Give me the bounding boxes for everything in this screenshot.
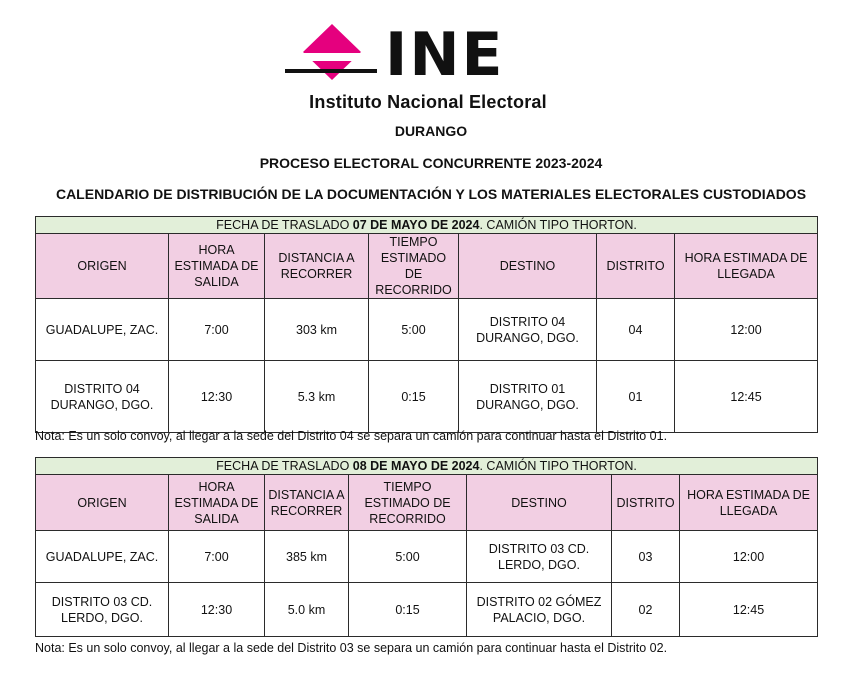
banner-suffix: . CAMIÓN TIPO THORTON. xyxy=(479,218,637,232)
cell-distrito: 04 xyxy=(597,299,675,361)
col-destino: DESTINO xyxy=(467,475,612,531)
note-1: Nota: Es un solo convoy, al llegar a la sede del Distrito 04 se separa un camión para continuar hasta el Distrito 01. xyxy=(35,429,668,443)
col-destino: DESTINO xyxy=(459,234,597,299)
ballot-box-icon xyxy=(283,20,383,82)
cell-distrito: 03 xyxy=(612,531,680,583)
schedule-table-2 xyxy=(35,457,818,637)
col-tiempo: TIEMPO ESTIMADO DE RECORRIDO xyxy=(349,475,467,531)
cell-destino: DISTRITO 01 DURANGO, DGO. xyxy=(459,361,597,433)
col-origen: ORIGEN xyxy=(36,234,169,299)
cell-hora-salida: 12:30 xyxy=(169,361,265,433)
col-distrito: DISTRITO xyxy=(597,234,675,299)
cell-destino: DISTRITO 02 GÓMEZ PALACIO, DGO. xyxy=(467,583,612,637)
table-2-header-row xyxy=(36,475,818,531)
cell-tiempo: 0:15 xyxy=(369,361,459,433)
cell-hora-llegada: 12:00 xyxy=(675,299,818,361)
col-hora-salida: HORA ESTIMADA DE SALIDA xyxy=(169,475,265,531)
banner-prefix: FECHA DE TRASLADO xyxy=(216,459,353,473)
table-row xyxy=(36,299,818,361)
col-distancia: DISTANCIA A RECORRER xyxy=(265,475,349,531)
table-row xyxy=(36,531,818,583)
table-2-banner xyxy=(36,458,818,475)
col-distancia: DISTANCIA A RECORRER xyxy=(265,234,369,299)
cell-tiempo: 5:00 xyxy=(349,531,467,583)
cell-hora-llegada: 12:00 xyxy=(680,531,818,583)
cell-origen: GUADALUPE, ZAC. xyxy=(36,299,169,361)
banner-suffix: . CAMIÓN TIPO THORTON. xyxy=(479,459,637,473)
process-heading: PROCESO ELECTORAL CONCURRENTE 2023-2024 xyxy=(259,155,603,171)
cell-hora-llegada: 12:45 xyxy=(675,361,818,433)
cell-destino: DISTRITO 04 DURANGO, DGO. xyxy=(459,299,597,361)
cell-distancia: 5.3 km xyxy=(265,361,369,433)
note-2: Nota: Es un solo convoy, al llegar a la sede del Distrito 03 se separa un camión para continuar hasta el Distrito 02. xyxy=(35,641,668,655)
table-1-header-row xyxy=(36,234,818,299)
col-tiempo: TIEMPO ESTIMADO DE RECORRIDO xyxy=(369,234,459,299)
table-row xyxy=(36,583,818,637)
table-1-banner xyxy=(36,217,818,234)
cell-origen: DISTRITO 03 CD. LERDO, DGO. xyxy=(36,583,169,637)
cell-hora-salida: 12:30 xyxy=(169,583,265,637)
cell-tiempo: 5:00 xyxy=(369,299,459,361)
cell-destino: DISTRITO 03 CD. LERDO, DGO. xyxy=(467,531,612,583)
cell-distrito: 02 xyxy=(612,583,680,637)
calendar-heading: CALENDARIO DE DISTRIBUCIÓN DE LA DOCUMENTACIÓN Y LOS MATERIALES ELECTORALES CUSTODIADOS xyxy=(55,186,807,202)
cell-distrito: 01 xyxy=(597,361,675,433)
schedule-table-1 xyxy=(35,216,818,433)
state-heading: DURANGO xyxy=(394,123,468,139)
ine-logo xyxy=(283,20,583,112)
cell-distancia: 303 km xyxy=(265,299,369,361)
cell-origen: DISTRITO 04 DURANGO, DGO. xyxy=(36,361,169,433)
col-hora-llegada: HORA ESTIMADA DE LLEGADA xyxy=(675,234,818,299)
transfer-date: 07 DE MAYO DE 2024 xyxy=(352,218,480,232)
cell-hora-salida: 7:00 xyxy=(169,299,265,361)
col-distrito: DISTRITO xyxy=(612,475,680,531)
table-row xyxy=(36,361,818,433)
col-hora-salida: HORA ESTIMADA DE SALIDA xyxy=(169,234,265,299)
cell-tiempo: 0:15 xyxy=(349,583,467,637)
col-hora-llegada: HORA ESTIMADA DE LLEGADA xyxy=(680,475,818,531)
cell-hora-llegada: 12:45 xyxy=(680,583,818,637)
cell-distancia: 385 km xyxy=(265,531,349,583)
transfer-date: 08 DE MAYO DE 2024 xyxy=(352,459,480,473)
cell-hora-salida: 7:00 xyxy=(169,531,265,583)
col-origen: ORIGEN xyxy=(36,475,169,531)
cell-origen: GUADALUPE, ZAC. xyxy=(36,531,169,583)
banner-prefix: FECHA DE TRASLADO xyxy=(216,218,353,232)
cell-distancia: 5.0 km xyxy=(265,583,349,637)
institution-name: Instituto Nacional Electoral xyxy=(309,92,547,112)
logo-wordmark: INE xyxy=(385,20,505,90)
